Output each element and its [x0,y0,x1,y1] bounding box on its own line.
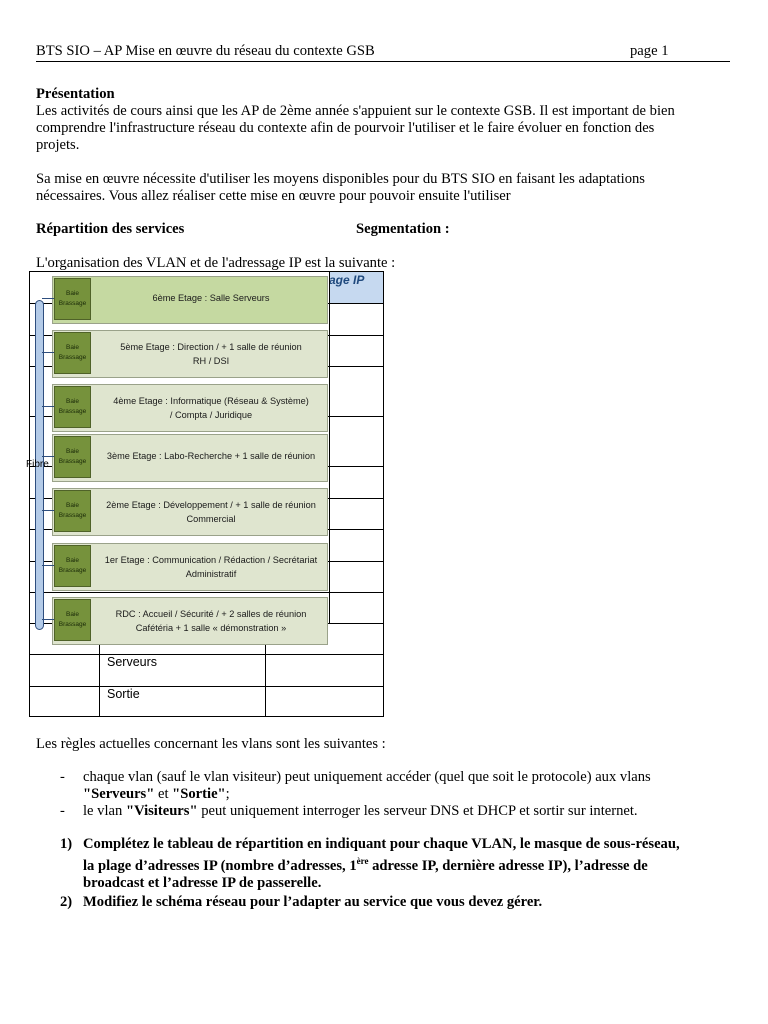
table-cell-sortie: Sortie [107,687,140,701]
rule-1-vlan-sortie: "Sortie" [172,786,226,802]
table-cell-serveurs: Serveurs [107,655,158,669]
baie-label-line-1: Baie [65,448,79,455]
baie-label-line-1: Baie [65,611,79,618]
fibre-connector [42,298,54,299]
presentation-line-1: Les activités de cours ainsi que les AP de 2ème année s'appuient sur le contexte GSB. Il est important de bien [36,103,675,119]
table-row-line [29,686,384,687]
baie-brassage [54,599,91,641]
rule-1-vlan-serveurs: "Serveurs" [83,786,155,802]
baie-label-line-1: Baie [65,557,79,564]
page-number: page 1 [630,43,669,59]
baie-label-line-2: Brassage [58,458,87,465]
question-1-line-2a: la plage d’adresses IP (nombre d’adresses, 1 [83,857,357,874]
baie-label-line-2: Brassage [58,567,87,574]
question-1-number: 1) [60,836,73,852]
floor-label-line-2: / Compta / Juridique [169,410,253,420]
paragraph-2-line-2: nécessaires. Vous allez réaliser cette mise en œuvre pour pouvoir ensuite l'utiliser [36,188,511,204]
baie-brassage [54,278,91,320]
document-header-title: BTS SIO – AP Mise en œuvre du réseau du contexte GSB [36,43,375,59]
bullet-dash: - [60,769,65,785]
fibre-connector [42,352,54,353]
rule-2-vlan-visiteurs: "Visiteurs" [125,803,198,819]
rule-1-end: ; [225,786,230,802]
repartition-heading: Répartition des services [36,221,185,237]
floor-label [94,340,328,368]
baie-label-line-2: Brassage [58,408,87,415]
baie-label-line-1: Baie [65,290,79,297]
baie-label-line-2: Brassage [58,512,87,519]
baie-brassage [54,490,91,532]
baie-brassage [54,386,91,428]
floor-label-line-2: Cafétéria + 1 salle « démonstration » [135,623,287,633]
floor-label-line-1: 1er Etage : Communication / Rédaction / Secrétariat [104,555,318,565]
rules-intro: Les règles actuelles concernant les vlans sont les suivantes : [36,736,386,752]
organisation-text: L'organisation des VLAN et de l'adressage IP est la suivante : [36,255,396,271]
rule-1-et: et [154,786,173,802]
segmentation-heading: Segmentation : [356,221,450,237]
presentation-line-2: comprendre l'infrastructure réseau du contexte afin de pourvoir l'utiliser et le faire évoluer en fonction des [36,120,655,136]
question-1-sup: ère [356,856,369,866]
fibre-label: Fibre [26,459,49,470]
fibre-connector [42,456,54,457]
baie-label-line-2: Brassage [58,300,87,307]
fibre-connector [42,619,54,620]
floor-label [94,394,328,422]
table-column-line [329,271,330,623]
baie-label-line-1: Baie [65,344,79,351]
presentation-section [36,86,736,154]
baie-label-line-1: Baie [65,502,79,509]
floor-label-line-2: RH / DSI [192,356,230,366]
baie-label-line-2: Brassage [58,621,87,628]
floor-label-line-1: RDC : Accueil / Sécurité / + 2 salles de réunion [115,609,307,619]
rule-2 [83,803,733,820]
paragraph-2-line-1: Sa mise en œuvre nécessite d'utiliser les moyens disponibles pour du BTS SIO en faisant les adaptations [36,171,645,187]
floor-label [94,291,328,305]
floor-label [94,449,328,463]
floor-label-line-1: 2ème Etage : Développement / + 1 salle de réunion [106,500,316,510]
header-divider [36,61,730,62]
floor-label [94,553,328,581]
presentation-line-3: projets. [36,137,80,153]
floor-label [94,607,328,635]
table-header-fragment: age IP [329,273,365,287]
fibre-connector [42,565,54,566]
floor-label [94,498,328,526]
rule-2-pre: le vlan [83,803,126,819]
baie-brassage [54,436,91,478]
floor-label-line-1: 6ème Etage : Salle Serveurs [152,293,270,303]
floor-label-line-1: 5ème Etage : Direction / + 1 salle de réunion [120,342,302,352]
table-row-line [29,654,384,655]
baie-brassage [54,332,91,374]
floor-label-line-2: Commercial [186,514,236,524]
rule-1-text: chaque vlan (sauf le vlan visiteur) peut uniquement accéder (quel que soit le protocole) aux vlans [83,769,651,785]
baie-label-line-1: Baie [65,398,79,405]
floor-label-line-1: 4ème Etage : Informatique (Réseau & Système) [113,396,309,406]
floor-label-line-1: 3ème Etage : Labo-Recherche + 1 salle de réunion [106,451,316,461]
question-1-line-1: Complétez le tableau de répartition en indiquant pour chaque VLAN, le masque de sous-réseau, [83,836,680,852]
table-row-line [29,592,384,593]
question-1-line-3: broadcast et l’adresse IP de passerelle. [83,874,322,891]
question-1-line-2b: adresse IP, dernière adresse IP), l’adresse de [368,857,648,874]
floor-label-line-2: Administratif [185,569,237,579]
presentation-paragraph-2 [36,171,736,205]
baie-brassage [54,545,91,587]
presentation-heading: Présentation [36,86,115,102]
fibre-connector [42,406,54,407]
rule-1 [83,769,733,803]
rule-2-post: peut uniquement interroger les serveur DNS et DHCP et sortir sur internet. [197,803,638,819]
fibre-connector [42,510,54,511]
question-1 [83,836,733,892]
question-2: Modifiez le schéma réseau pour l’adapter au service que vous devez gérer. [83,894,543,910]
question-2-number: 2) [60,894,73,910]
baie-label-line-2: Brassage [58,354,87,361]
bullet-dash: - [60,803,65,819]
